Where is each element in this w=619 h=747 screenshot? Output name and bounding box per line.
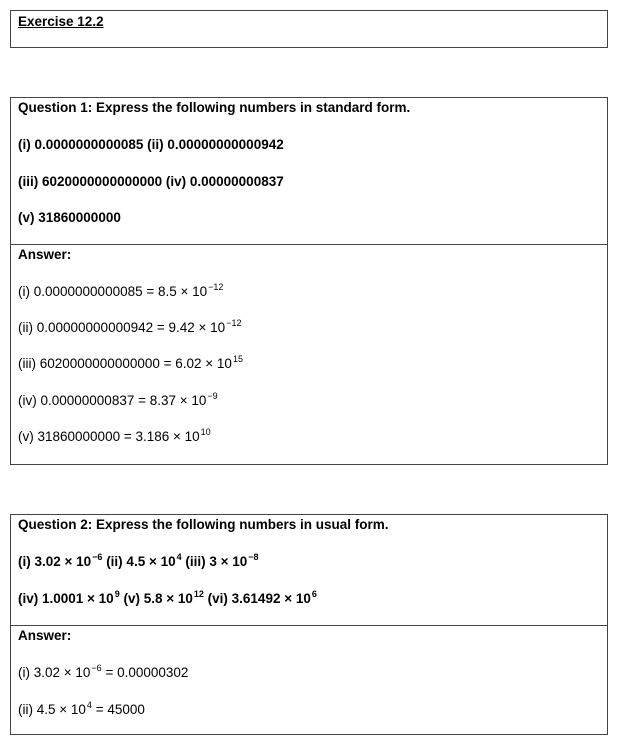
answer-2-item-exponent: 4 — [86, 700, 92, 710]
question-1-section — [11, 98, 607, 245]
answer-1-item-exponent: −12 — [226, 318, 242, 328]
question-1-line-2: (iii) 6020000000000000 (iv) 0.00000000837 — [18, 174, 284, 189]
answer-2-item-text: (ii) 4.5 × 10 — [18, 702, 86, 717]
answer-2-item-result: = 0.00000302 — [101, 665, 189, 680]
question-2-term: (ii) 4.5 × 10 — [102, 554, 176, 569]
answer-2-label: Answer: — [18, 628, 72, 643]
question-1-line-1: (i) 0.0000000000085 (ii) 0.00000000000942 — [18, 137, 284, 152]
question-2-exponent: 12 — [193, 589, 204, 599]
answer-2-item — [18, 702, 145, 719]
question-2-exponent: −6 — [92, 552, 103, 562]
answer-2-item-text: (i) 3.02 × 10 — [18, 665, 91, 680]
question-1-heading: Question 1: Express the following numbers in standard form. — [18, 100, 411, 115]
answer-1-label: Answer: — [18, 247, 72, 262]
answer-1-item-exponent: 15 — [232, 354, 243, 364]
answer-1-item-text: (iii) 6020000000000000 = 6.02 × 10 — [18, 356, 232, 371]
question-2-term: (iii) 3 × 10 — [181, 554, 248, 569]
question-2-line-2 — [18, 591, 317, 608]
question-1-line-3: (v) 31860000000 — [18, 210, 121, 225]
question-2-line-1 — [18, 554, 259, 571]
question-2-term: (i) 3.02 × 10 — [18, 554, 92, 569]
answer-1-item-text: (ii) 0.00000000000942 = 9.42 × 10 — [18, 320, 226, 335]
answer-2-item-result: = 45000 — [91, 702, 145, 717]
exercise-title-box — [10, 10, 608, 48]
question-2-heading: Question 2: Express the following numbers in usual form. — [18, 517, 389, 532]
question-1-box — [10, 97, 608, 465]
answer-2-item-exponent: −6 — [91, 663, 102, 673]
answer-1-item — [18, 356, 243, 373]
question-2-term: (v) 5.8 × 10 — [119, 591, 193, 606]
answer-1-item-exponent: −9 — [207, 391, 218, 401]
answer-1-item — [18, 429, 211, 446]
question-2-exponent: −8 — [248, 552, 259, 562]
answer-1-item-exponent: 10 — [200, 427, 211, 437]
question-2-exponent: 9 — [114, 589, 120, 599]
answer-1-item-text: (i) 0.0000000000085 = 8.5 × 10 — [18, 284, 208, 299]
answer-1-item-text: (iv) 0.00000000837 = 8.37 × 10 — [18, 393, 207, 408]
question-2-exponent: 4 — [176, 552, 182, 562]
answer-1-item-text: (v) 31860000000 = 3.186 × 10 — [18, 429, 200, 444]
question-2-box — [10, 514, 608, 735]
answer-1-item — [18, 320, 241, 337]
answer-1-item — [18, 284, 223, 301]
question-2-exponent: 6 — [311, 589, 317, 599]
question-2-section — [11, 515, 607, 626]
answer-1-item — [18, 393, 218, 410]
exercise-title: Exercise 12.2 — [18, 14, 104, 29]
answer-1-item-exponent: −12 — [208, 282, 224, 292]
question-2-term: (vi) 3.61492 × 10 — [203, 591, 311, 606]
question-2-term: (iv) 1.0001 × 10 — [18, 591, 114, 606]
answer-2-item — [18, 665, 188, 682]
